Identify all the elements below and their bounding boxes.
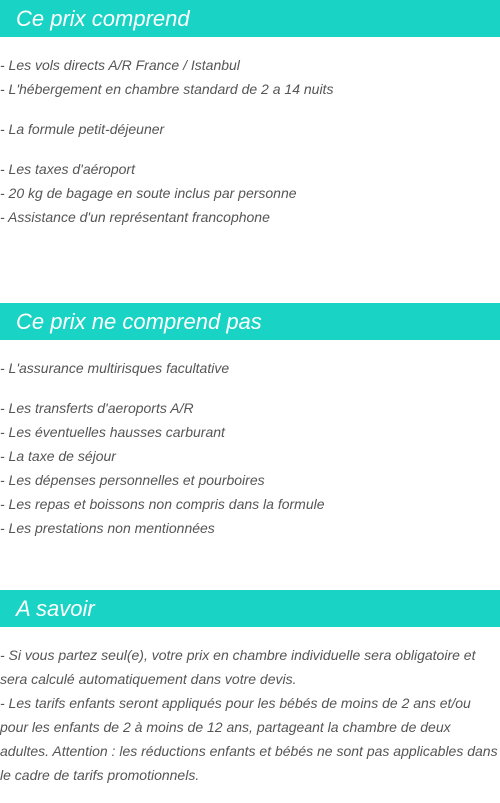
info-paragraph: - Si vous partez seul(e), votre prix en chambre individuelle sera obligatoire et sera calculé automatiquement dans votre devis.: [0, 647, 476, 687]
list-item: - Les repas et boissons non compris dans la formule: [0, 496, 325, 512]
list-item: - Les taxes d'aéroport: [0, 161, 135, 177]
list-item: - La formule petit-déjeuner: [0, 121, 165, 137]
list-item: - Les prestations non mentionnées: [0, 520, 215, 536]
section-title-good-to-know: A savoir: [0, 590, 500, 627]
list-item: - Les dépenses personnelles et pourboires: [0, 472, 265, 488]
section-not-included: [0, 303, 500, 340]
list-item: - Les transferts d'aeroports A/R: [0, 400, 194, 416]
list-item: - Les éventuelles hausses carburant: [0, 424, 225, 440]
section-title-not-included: Ce prix ne comprend pas: [0, 303, 500, 340]
list-item: - L'assurance multirisques facultative: [0, 360, 230, 376]
list-item: - Les vols directs A/R France / Istanbul: [0, 57, 240, 73]
list-item: - Assistance d'un représentant francophone: [0, 209, 270, 225]
section-title-included: Ce prix comprend: [0, 0, 500, 37]
list-item: - L'hébergement en chambre standard de 2 a 14 nuits: [0, 81, 334, 97]
section-good-to-know: [0, 590, 500, 627]
list-item: - 20 kg de bagage en soute inclus par personne: [0, 185, 297, 201]
info-paragraph: - Les tarifs enfants seront appliqués pour les bébés de moins de 2 ans et/ou pour les enfants de 2 à moins de 12 ans, partageant la chambre de deux adultes. Attention : les réductions enfants et bébés ne sont pas applicables dans le cadre de tarifs promotionnels.: [0, 695, 498, 783]
list-item: - La taxe de séjour: [0, 448, 116, 464]
section-included: [0, 0, 500, 37]
